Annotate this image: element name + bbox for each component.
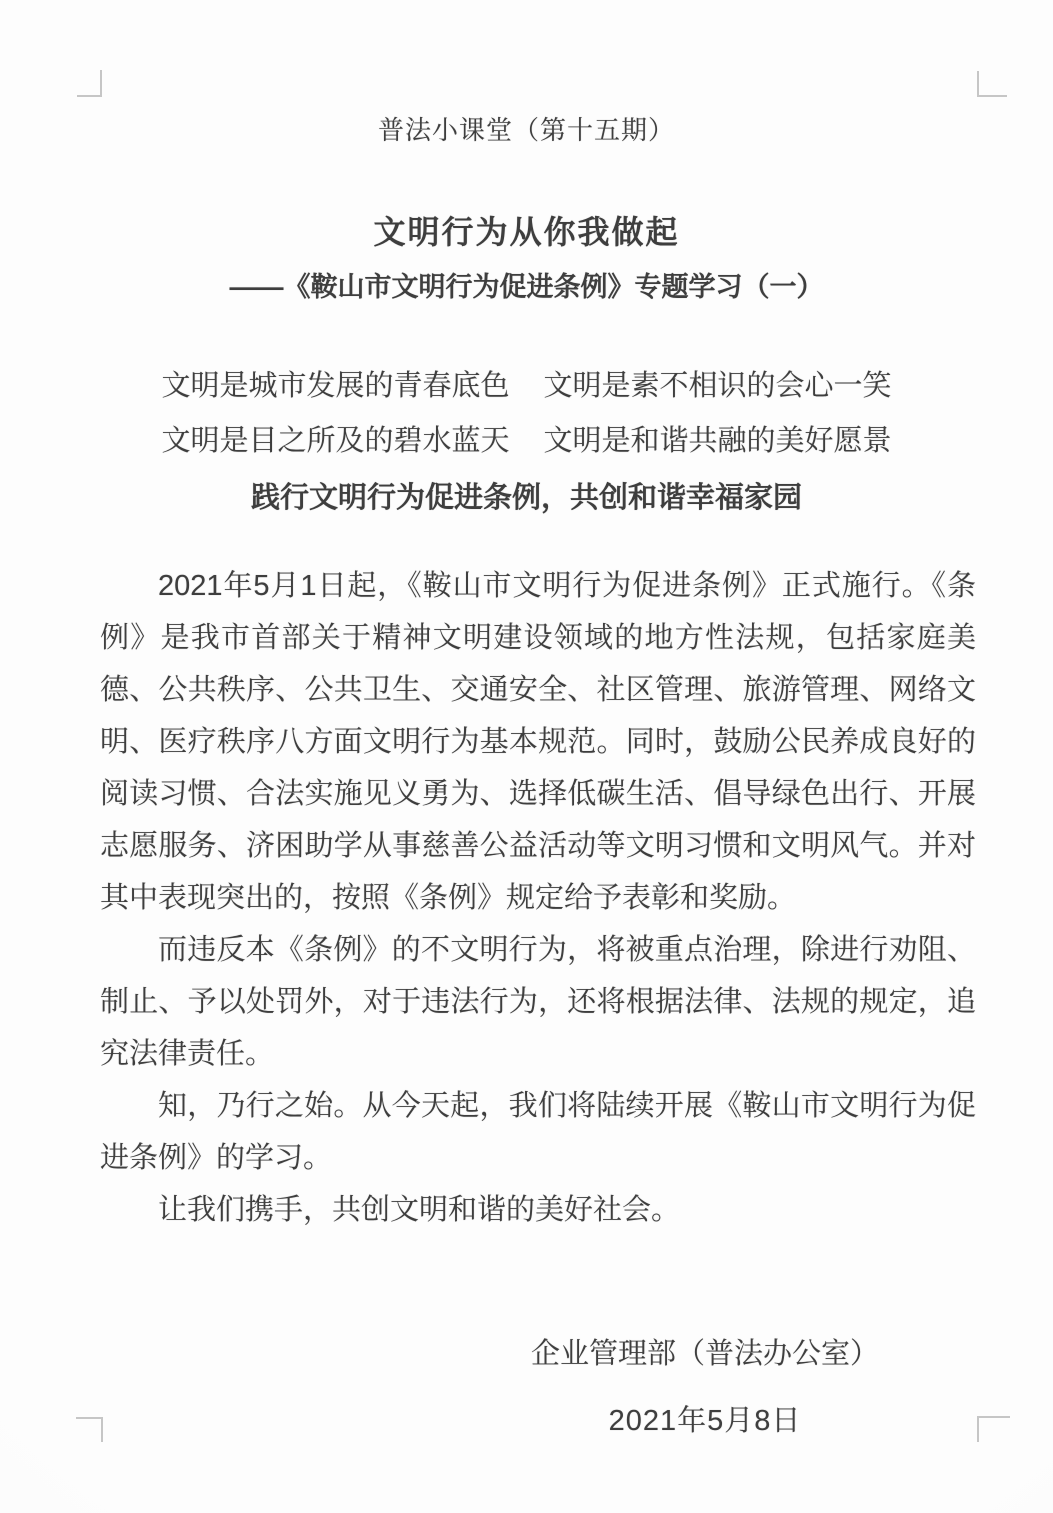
poem-line-2-right: 文明是和谐共融的美好愿景 [543, 425, 892, 457]
poem-slogan: 践行文明行为促进条例，共创和谐幸福家园 [250, 482, 802, 514]
doc-subtitle: ——《鞍山市文明行为促进条例》专题学习（一） [229, 272, 824, 302]
poem-line-1-right: 文明是素不相识的会心一笑 [543, 370, 892, 402]
poem-line-1 [0, 363, 1053, 404]
body-text [100, 560, 976, 1236]
corner-mark-top-right-icon [977, 71, 1007, 97]
doc-title: 文明行为从你我做起 [373, 214, 680, 250]
signature-date: 2021年5月8日 [608, 1405, 802, 1437]
signature-block [357, 1331, 1053, 1439]
paragraph-4: 让我们携手，共创文明和谐的美好社会。 [158, 1194, 681, 1226]
corner-mark-top-left-icon [77, 70, 102, 97]
signature-org: 企业管理部（普法办公室） [530, 1338, 879, 1370]
paragraph-1: 2021年5月1日起，《鞍山市文明行为促进条例》正式施行。《条例》是我市首部关于精神文明建设领域的地方性法规，包括家庭美德、公共秩序、公共卫生、交通安全、社区管理、旅游管理、网络文明、医疗秩序八方面文明行为基本规范。同时，鼓励公民养成良好的阅读习惯、合法实施见义勇为、选择低碳生活、倡导绿色出行、开展志愿服务、济困助学从事慈善公益活动等文明习惯和文明风气。并对其中表现突出的，按照《条例》规定给予表彰和奖励。 [100, 570, 976, 914]
doc-header: 普法小课堂（第十五期） [377, 115, 675, 145]
poem-line-2-left: 文明是目之所及的碧水蓝天 [161, 425, 510, 457]
poem-line-2 [0, 418, 1053, 459]
poem-line-1-left: 文明是城市发展的青春底色 [161, 370, 510, 402]
paragraph-2: 而违反本《条例》的不文明行为，将被重点治理，除进行劝阻、制止、予以处罚外，对于违法行为，还将根据法律、法规的规定，追究法律责任。 [100, 934, 976, 1070]
corner-mark-bottom-left-icon [76, 1417, 103, 1442]
paragraph-3: 知，乃行之始。从今天起，我们将陆续开展《鞍山市文明行为促进条例》的学习。 [100, 1090, 976, 1174]
